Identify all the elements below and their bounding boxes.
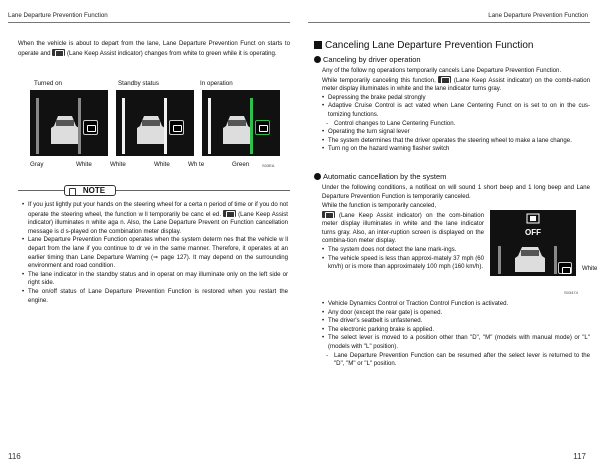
lane-line-left (36, 98, 39, 154)
note-title: NOTE (64, 185, 116, 196)
right-page (300, 0, 600, 471)
color-label: Green (232, 161, 250, 168)
paragraph-text: (Lane Keep Assist indicator) on the combi-nation meter display illuminates in white and the lane indicator turns gray. (322, 76, 591, 93)
cancel-figure-panel (490, 210, 576, 276)
lane-keep-assist-off-icon (490, 210, 576, 242)
lane-keep-assist-icon (255, 120, 270, 135)
lane-line-right (250, 98, 253, 154)
note-item: • The on/off status of Lane Departure Prevention Function is restored when you restart the engine. (22, 288, 288, 305)
subheading-auto-cancel: Automatic cancellation by the system (314, 172, 446, 181)
panel-standby (116, 90, 194, 156)
auto-cancel-list (322, 300, 590, 369)
note-item: • The lane indicator in the standby status and in operat on may illuminate only on the left side or right side. (22, 271, 288, 288)
off-label: OFF (525, 228, 541, 237)
panel-label-in-operation: In operation (200, 80, 233, 87)
color-label: White (154, 161, 170, 168)
list-item: • The system determines that the driver operates the steering wheel to make a lane change. (322, 137, 590, 146)
lane-keep-assist-icon (169, 120, 184, 135)
list-item: • The electronic parking brake is applied. (322, 326, 590, 335)
panel-label-turned-on: Turned on (34, 80, 62, 87)
paragraph (322, 76, 590, 94)
list-item: • The select lever is moved to a position other than "D", "M" (models with manual mode) or "L" (models with "L" position). (322, 334, 590, 351)
color-label: White (110, 161, 126, 168)
note-item (22, 201, 288, 236)
page-number-left: 116 (8, 452, 21, 461)
paragraph: Any of the follow ng operations temporarily cancels Lane Departure Prevention Function. (322, 67, 562, 74)
right-header-rule (308, 22, 590, 23)
list-item: • Any door (except the rear gate) is opened. (322, 309, 590, 318)
figure-white-label: White (582, 266, 598, 272)
note-text: (Lane Keep Assist indicator) illuminates n white aga n. Also, the Lane Departure Prevent on Function cancellation message is d s-played on the combination meter display. (28, 210, 288, 235)
driver-operation-list (322, 94, 590, 154)
lane-keep-assist-icon (52, 49, 65, 56)
list-item: • The vehicle speed is less than approxi-mately 37 mph (60 km/h) or is more than approximately 100 mph (160 km/h). (322, 255, 484, 272)
lane-line-left (122, 98, 125, 154)
lane-keep-assist-icon (438, 76, 451, 83)
list-item: • Operating the turn signal lever (322, 128, 590, 137)
car-icon (510, 244, 550, 274)
note-item: • Lane Departure Prevention Function operates when the system determ nes that the vehicle w ll depart from the lane if you continue to dr ve in the same manner. Therefore, it operates at an earlier timing than Lane Departure Warning (⇒ page 127). It may depend on the surrounding environment and road condition. (22, 236, 288, 270)
note-list (22, 201, 288, 305)
lane-keep-assist-icon (83, 120, 98, 135)
paragraph (322, 211, 484, 246)
panel-in-operation (202, 90, 280, 156)
car-icon (220, 112, 254, 148)
list-item: • Vehicle Dynamics Control or Traction Control Function is activated. (322, 300, 590, 309)
car-icon (134, 112, 168, 148)
left-header-rule (8, 22, 290, 23)
list-item: • Turn ng on the hazard warning flasher switch (322, 145, 590, 154)
figure-code: S03EA (262, 163, 275, 168)
page-number-right: 117 (573, 452, 586, 461)
auto-cancel-full-body (322, 300, 590, 369)
list-subitem: - Lane Departure Prevention Function can be resumed after the select lever is returned to the "D", "M" or "L" position. (322, 352, 590, 369)
panel-turned-on (30, 90, 108, 156)
section-title: Canceling Lane Departure Prevention Function (314, 40, 533, 51)
panel-label-standby: Standby status (118, 80, 159, 87)
left-header: Lane Departure Prevention Function (8, 12, 108, 19)
list-item: • Adaptive Cruise Control is act vated when Lane Centering Funct on is set to on in the cus-tomizing functions. (322, 102, 590, 119)
intro-text-b: (Lane Keep Assist indicator) changes from white to green while it is operating. (66, 49, 277, 57)
lane-keep-assist-icon (223, 210, 236, 217)
subheading-driver-operation: Canceling by driver operation (314, 55, 421, 64)
note-rule (18, 190, 290, 191)
lane-line-left (498, 246, 501, 274)
list-item: • The driver's seatbelt is unfastened. (322, 317, 590, 326)
note-header (18, 185, 290, 195)
figure-code: S03474 (564, 290, 578, 295)
color-label: Gray (30, 161, 44, 168)
note-text: If you just lightly put your hands on the steering wheel for a certa n period of time or if you do not operate the steering wheel, the function w ll temporarily be canc el ed. (28, 201, 288, 218)
paragraph: While the function is temporarily canceled, (322, 202, 437, 209)
color-label: Wh te (188, 161, 205, 168)
paragraph: Under the following conditions, a notificat on will sound 1 short beep and 1 long beep and Lane Departure Prevention Function is temporarily canceled. (322, 184, 590, 200)
right-header: Lane Departure Prevention Function (488, 12, 588, 19)
lane-line-right (78, 98, 81, 154)
intro-text-a: When the vehicle is about to depart from the lane, Lane Departure Prevention Funct on starts to operate and (18, 40, 290, 57)
auto-cancel-intro (322, 184, 590, 201)
lane-line-left (208, 98, 211, 154)
lane-keep-assist-icon (558, 262, 572, 274)
list-subitem: - Control changes to Lane Centering Function. (322, 120, 590, 129)
list-item: • Depressing the brake pedal strongly (322, 94, 590, 103)
auto-cancel-list-narrow (322, 246, 484, 272)
list-item: • The system does not detect the lane mark-ings. (322, 246, 484, 255)
auto-cancel-narrow-body (322, 202, 484, 272)
lane-line-right (164, 98, 167, 154)
lane-line-right (554, 246, 557, 274)
driver-operation-body (322, 67, 590, 154)
lane-keep-assist-icon (322, 211, 335, 218)
color-label: White (76, 161, 92, 168)
paragraph-text: While temporarily canceling this function, (322, 76, 436, 84)
paragraph-text: (Lane Keep Assist indicator) on the com-bination meter display illuminates in white and the lane indicator turns gray. Also, an inter-ruption screen is displayed on the combina-tion meter display. (322, 211, 484, 245)
car-icon (48, 112, 82, 148)
intro-paragraph (18, 40, 290, 58)
